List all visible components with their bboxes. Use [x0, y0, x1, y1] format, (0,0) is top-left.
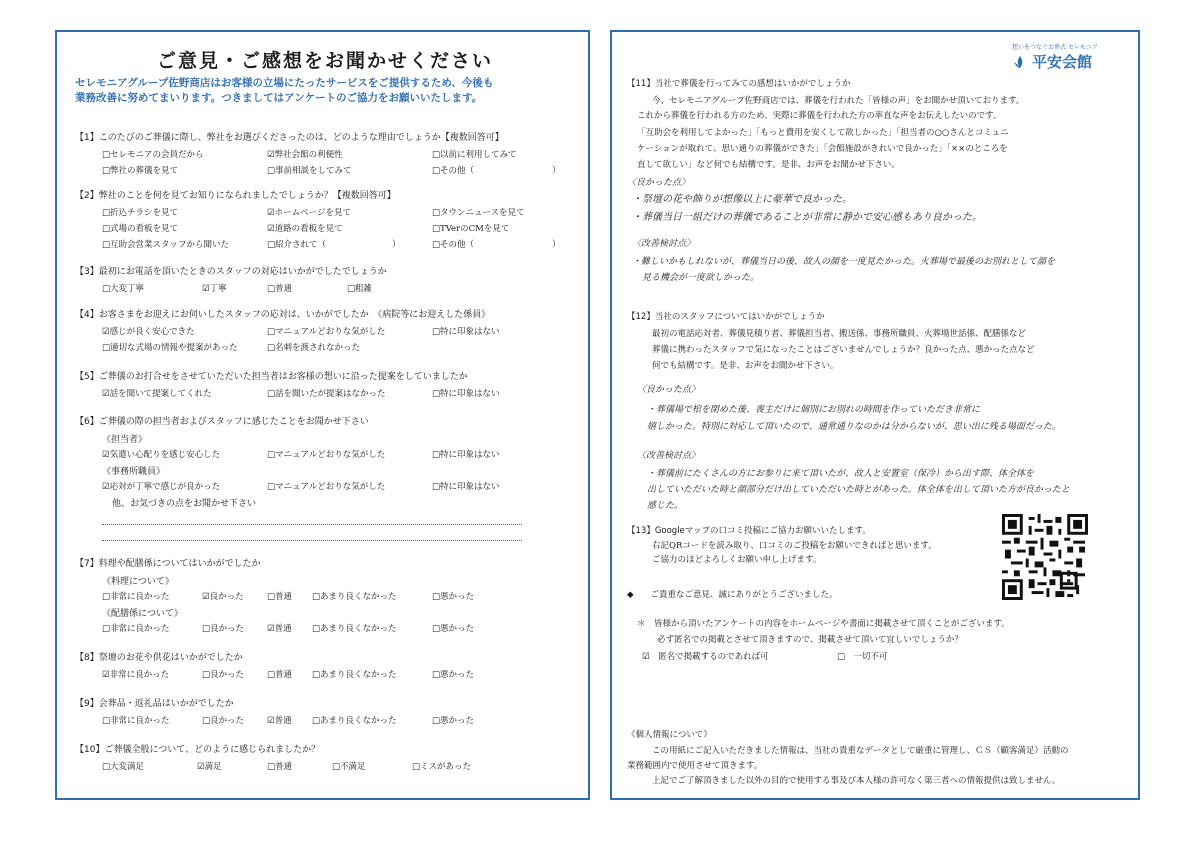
q13-title: 【13】Googleマップの口コミ投稿にご協力お願いいたします。 — [627, 526, 871, 536]
publish-option[interactable]: ☑ 匿名で掲載するのであれば可 — [642, 652, 769, 662]
brand-logo — [1012, 42, 1098, 72]
q7-title: 【7】料理や配膳係についてはいかがでしたか — [75, 559, 261, 569]
write-line[interactable] — [102, 524, 522, 525]
q11-body-line: ケーションが取れて、思い通りの葬儀ができた」「会館施設がきれいで良かった」「××のところを — [637, 144, 1008, 154]
q3-option[interactable]: □粗雑 — [347, 284, 373, 294]
q6-sub-label: 《担当者》 — [102, 435, 148, 445]
q2-option[interactable]: □紹介されて（ — [267, 240, 327, 250]
handwritten-comment: 出していただいた時と顔部分だけ出していただいた時とがあった。体全体を出して頂いた方が良かったと — [647, 485, 1070, 495]
q8-option[interactable]: □悪かった — [432, 670, 475, 680]
q8-title: 【8】祭壇のお花や供花はいかがでしたか — [75, 653, 243, 663]
q9-option[interactable]: ☑普通 — [267, 716, 292, 726]
q7-option[interactable]: □非常に良かった — [102, 592, 170, 602]
q12-body-line: 最初の電話応対者、葬儀見積り者、葬儀担当者、搬送係、事務所職員、火葬場世話係、配膳係など — [652, 329, 1027, 339]
intro-line: セレモニアグループ佐野商店はお客様の立場にたったサービスをご提供するため、今後も — [75, 77, 494, 89]
q13-body-line: 右記QRコードを読み取り、口コミのご投稿をお願いできればと思います。 — [652, 541, 937, 551]
q9-option[interactable]: □非常に良かった — [102, 716, 170, 726]
q7-option[interactable]: □あまり良くなかった — [312, 624, 397, 634]
q6-title: 【6】ご葬儀の際の担当者およびスタッフに感じたことをお聞かせ下さい — [75, 417, 369, 427]
q7-option[interactable]: □あまり良くなかった — [312, 592, 397, 602]
q11-title: 【11】当社で葬儀を行ってみての感想はいかがでしょうか — [627, 79, 851, 89]
handwritten-comment: ・葬儀当日一組だけの葬儀であることが非常に静かで安心感もあり良かった。 — [632, 212, 982, 223]
q7-sub-label: 《配膳係について》 — [102, 609, 183, 619]
q7-sub-label: 《料理について》 — [102, 577, 174, 587]
q4-option[interactable]: □適切な式場の情報や提案があった — [102, 343, 238, 353]
q6-sub-label: 《事務所職員》 — [102, 467, 166, 477]
publish-notice: ＊ 皆様から頂いたアンケートの内容をホームページや書面に掲載させて頂くことがございます。 — [637, 619, 1010, 629]
q2-option-close: ） — [552, 240, 561, 250]
q3-option[interactable]: □普通 — [267, 284, 293, 294]
q7-option[interactable]: ☑普通 — [267, 624, 292, 634]
q11-body-line: 直して欲しい」など何でも結構です。是非、お声をお聞かせ下さい。 — [637, 160, 900, 170]
q7-option[interactable]: □非常に良かった — [102, 624, 170, 634]
q10-option[interactable]: □大変満足 — [102, 762, 145, 772]
q6-option[interactable]: □特に印象はない — [432, 450, 500, 460]
lotus-icon — [1012, 54, 1028, 70]
q8-option[interactable]: ☑非常に良かった — [102, 670, 170, 680]
q2-option[interactable]: □その他（ — [432, 240, 475, 250]
q4-option[interactable]: □名刺を渡されなかった — [267, 343, 361, 353]
q2-option[interactable]: □互助会営業スタッフから聞いた — [102, 240, 230, 250]
q7-option[interactable]: ☑良かった — [202, 592, 244, 602]
q6-option[interactable]: □特に印象はない — [432, 482, 500, 492]
q12-title: 【12】当社のスタッフについてはいかがでしょうか — [627, 312, 825, 322]
q1-option[interactable]: □弊社の葬儀を見て — [102, 166, 179, 176]
q10-option[interactable]: □ミスがあった — [412, 762, 471, 772]
q11-body-line: これから葬儀を行われる方のため、実際に葬儀を行われた方の率直な声をお伝えしたいのです。 — [637, 111, 1002, 121]
q11-body-line: 今、セレモニアグループ佐野商店では、葬儀を行われた「皆様の声」をお聞かせ頂いております。 — [652, 96, 1025, 106]
q2-option[interactable]: □TVerのCMを見て — [432, 224, 510, 234]
q1-option[interactable]: □事前相談をしてみて — [267, 166, 352, 176]
q10-title: 【10】ご葬儀全般について、どのように感じられましたか？ — [75, 745, 321, 755]
q9-option[interactable]: □良かった — [202, 716, 245, 726]
thanks-text: ◆ ご貴重なご意見、誠にありがとうございました。 — [627, 590, 838, 600]
q2-option[interactable]: ☑ホームページを見て — [267, 208, 351, 218]
logo-name: 平安会館 — [1032, 53, 1093, 71]
publish-option[interactable]: □ 一切不可 — [837, 652, 888, 662]
q12-body-line: 何でも結構です。是非、お声をお聞かせ下さい。 — [652, 361, 839, 371]
intro-line: 業務改善に努めてまいります。つきましてはアンケートのご協力をお願いいたします。 — [75, 92, 483, 104]
q2-title: 【2】弊社のことを何を見てお知りになられましたでしょうか？【複数回答可】 — [75, 191, 396, 201]
q4-option[interactable]: □マニュアルどおりな気がした — [267, 327, 386, 337]
q5-option[interactable]: ☑話を聞いて提案してくれた — [102, 389, 212, 399]
q6-option[interactable]: ☑応対が丁寧で感じが良かった — [102, 482, 221, 492]
q1-option-close: ） — [552, 166, 561, 176]
publish-notice: 必ず匿名での掲載とさせて頂きますので、掲載させて頂いて宜しいでしょうか？ — [657, 635, 963, 645]
privacy-title: 《個人情報について》 — [627, 730, 712, 740]
q1-option[interactable]: □その他（ — [432, 166, 475, 176]
handwritten-comment: 見る機会が一度欲しかった。 — [642, 273, 760, 283]
q7-option[interactable]: □普通 — [267, 592, 293, 602]
right-page — [610, 30, 1140, 800]
q9-title: 【9】会葬品・返礼品はいかがでしたか — [75, 699, 234, 709]
q10-option[interactable]: □不満足 — [332, 762, 366, 772]
q7-option[interactable]: □悪かった — [432, 592, 475, 602]
q1-option[interactable]: □以前に利用してみて — [432, 150, 517, 160]
q4-option[interactable]: □特に印象はない — [432, 327, 500, 337]
q2-option-close: ） — [392, 240, 401, 250]
q5-option[interactable]: □話を聞いたが提案はなかった — [267, 389, 386, 399]
handwritten-comment: ・祭壇の花や飾りが想像以上に豪華で良かった。 — [632, 194, 852, 205]
q4-option[interactable]: ☑感じが良く安心できた — [102, 327, 195, 337]
q5-title: 【5】ご葬儀のお打合せをさせていただいた担当者はお客様の想いに沿った提案をしていましたか — [75, 372, 468, 382]
q3-title: 【3】最初にお電話を頂いたときのスタッフの対応はいかがでしたでしょうか — [75, 267, 387, 277]
q5-option[interactable]: □特に印象はない — [432, 389, 500, 399]
q7-option[interactable]: □良かった — [202, 624, 245, 634]
q1-title: 【1】このたびのご葬儀に際し、弊社をお選びくださったのは、どのような理由でしょうか【複数回答可】 — [75, 133, 504, 143]
q6-option[interactable]: ☑気遣い心配りを感じ安心した — [102, 450, 221, 460]
q10-option[interactable]: ☑満足 — [197, 762, 222, 772]
handwritten-heading: 〈良かった点〉 — [637, 385, 701, 395]
q2-option[interactable]: ☑道路の看板を見て — [267, 224, 343, 234]
q6-option[interactable]: □マニュアルどおりな気がした — [267, 450, 386, 460]
q13-body-line: ご協力のほどよろしくお願い申し上げます。 — [652, 555, 822, 565]
q10-option[interactable]: □普通 — [267, 762, 293, 772]
q4-title: 【4】お客さまをお迎えにお伺いしたスタッフの応対は、いかがでしたか 《病院等にお迎えした係員》 — [75, 310, 491, 320]
q9-option[interactable]: □あまり良くなかった — [312, 716, 397, 726]
handwritten-comment: 嬉しかった。特別に対応して頂いたので、通常通りなのかは分からないが、思い出に残る場面だった。 — [647, 422, 1061, 432]
handwritten-comment: 感じた。 — [647, 501, 684, 511]
logo-tagline: 想いをつなぐお葬式 セレモニア — [1012, 44, 1098, 51]
left-page — [55, 30, 590, 800]
privacy-line: この用紙にご記入いただきました情報は、当社の貴重なデータとして厳重に管理し、ＣＳ（顧客満足）活動の — [652, 746, 1069, 756]
q1-option[interactable]: □セレモニアの会員だから — [102, 150, 204, 160]
handwritten-heading: 〈改善検討点〉 — [632, 239, 696, 249]
q8-option[interactable]: □良かった — [202, 670, 245, 680]
q8-option[interactable]: □あまり良くなかった — [312, 670, 397, 680]
q2-option[interactable]: □タウンニュースを見て — [432, 208, 525, 218]
q2-option[interactable]: □折込チラシを見て — [102, 208, 179, 218]
write-line[interactable] — [102, 540, 522, 541]
q6-other-label: 他、お気づきの点をお聞かせ下さい — [112, 499, 257, 509]
handwritten-comment: ・葬儀場で棺を閉めた後、喪主だけに個別にお別れの時間を作っていただき非常に — [647, 405, 981, 415]
privacy-line: 上記でご了解頂きました以外の目的で使用する事及び本人様の許可なく第三者への情報提供は致しません。 — [652, 776, 1061, 786]
privacy-line: 業務範囲内で使用させて頂きます。 — [627, 761, 763, 771]
qr-code[interactable] — [1002, 514, 1088, 600]
q7-option[interactable]: □悪かった — [432, 624, 475, 634]
q9-option[interactable]: □悪かった — [432, 716, 475, 726]
page-title: ご意見・ご感想をお聞かせください — [157, 50, 494, 72]
handwritten-comment: ・難しいかもしれないが、葬儀当日の後、故人の顔を一度見たかった。火葬場で最後のお別れとして顔を — [632, 257, 1056, 267]
q2-option[interactable]: □式場の看板を見て — [102, 224, 179, 234]
q3-option[interactable]: □大変丁寧 — [102, 284, 145, 294]
q3-option[interactable]: ☑丁寧 — [202, 284, 227, 294]
q1-option[interactable]: ☑弊社会館の利便性 — [267, 150, 343, 160]
intro-text — [75, 76, 575, 106]
handwritten-heading: 〈改善検討点〉 — [637, 451, 701, 461]
q8-option[interactable]: □普通 — [267, 670, 293, 680]
handwritten-heading: 〈良かった点〉 — [627, 178, 691, 188]
handwritten-comment: ・葬儀前にたくさんの方にお参りに来て頂いたが、故人と安置室（保冷）から出す際、体全体を — [647, 469, 1035, 479]
q12-body-line: 葬儀に携わったスタッフで気になったことはございませんでしょうか？良かった点、悪かった点など — [652, 345, 1035, 355]
q6-option[interactable]: □マニュアルどおりな気がした — [267, 482, 386, 492]
q11-body-line: 「互助会を利用してよかった」「もっと費用を安くして欲しかった」「担当者の○○さんとコミュニ — [637, 128, 1009, 138]
